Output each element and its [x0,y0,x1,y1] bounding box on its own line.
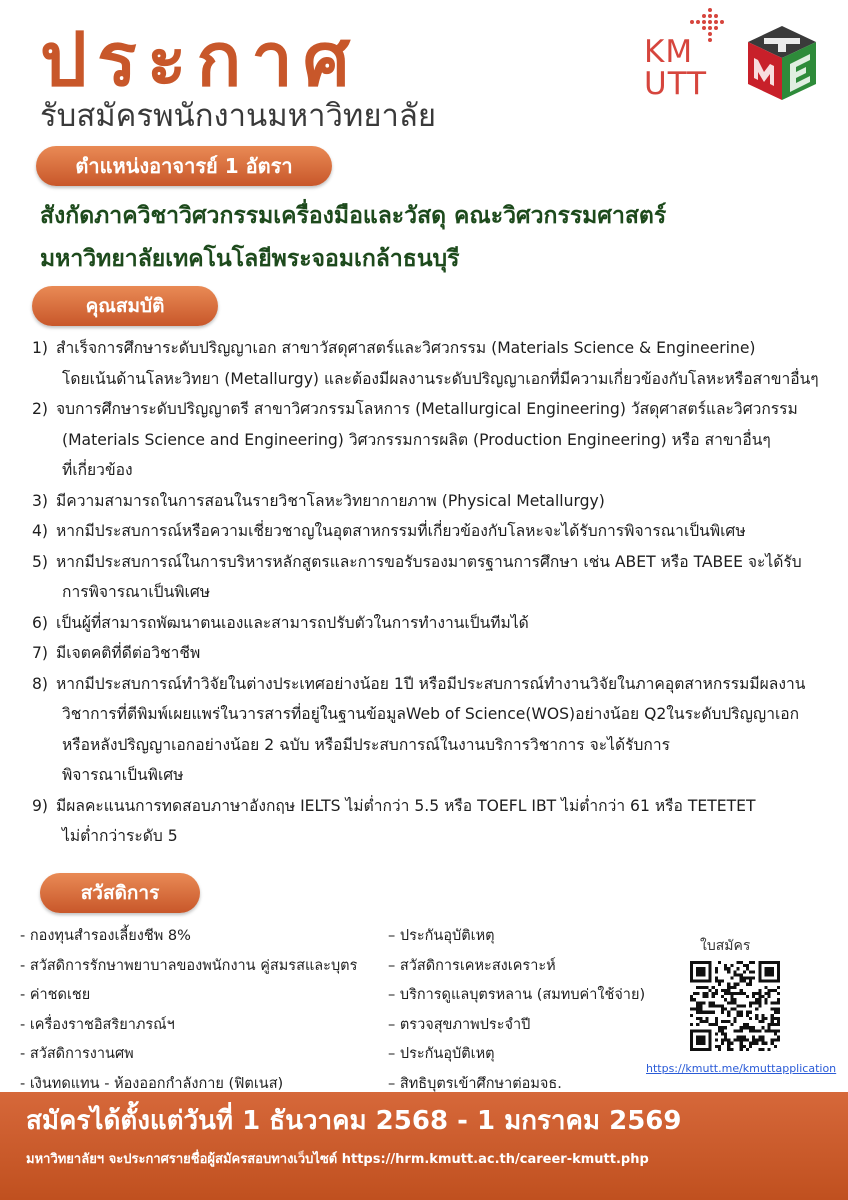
qualification-text: มีผลคะแนนการทดสอบภาษาอังกฤษ IELTS ไม่ต่ำกว่า 5.5 หรือ TOEFL IBT ไม่ต่ำกว่า 61 หรือ TETETET [56,796,756,815]
kmutt-logo-text: KM UTT [644,34,708,102]
qualification-text: เป็นผู้ที่สามารถพัฒนาตนเองและสามารถปรับตัวในการทำงานเป็นทีมได้ [56,613,529,632]
qualification-number: 7) [32,644,49,662]
qualification-text: การพิจารณาเป็นพิเศษ [62,583,211,601]
qualification-item [32,669,832,791]
qualification-text: ไม่ต่ำกว่าระดับ 5 [62,827,178,845]
qualification-text: ที่เกี่ยวข้อง [62,461,133,479]
qualification-item [32,547,832,608]
benefit-item: – สวัสดิการเคหะสงเคราะห์ [388,957,556,974]
footer-banner [0,1092,848,1200]
benefits-list-left [20,922,390,1099]
application-link[interactable]: https://kmutt.me/kmuttapplication [646,1062,837,1075]
qualification-number: 9) [32,796,49,815]
qr-code-icon[interactable] [690,961,780,1051]
qualification-number: 2) [32,400,49,418]
benefit-item: - เงินทดแทน - ห้องออกกำลังกาย (ฟิตเนส) [20,1075,284,1092]
department-line-1: สังกัดภาควิชาวิศวกรรมเครื่องมือและวัสดุ คณะวิศวกรรมศาสตร์ [40,203,667,229]
application-label: ใบสมัคร [700,938,751,954]
qualification-number: 5) [32,552,49,571]
qualification-item [32,394,832,486]
qualification-text: มีความสามารถในการสอนในรายวิชาโลหะวิทยากายภาพ (Physical Metallurgy) [56,491,605,510]
qualification-item [32,791,832,852]
application-period: สมัครได้ตั้งแต่วันที่ 1 ธันวาคม 2568 - 1 มกราคม 2569 [26,1106,682,1136]
qualification-number: 3) [32,491,49,510]
announcement-subtitle: รับสมัครพนักงานมหาวิทยาลัย [40,98,437,134]
qualification-text: โดยเน้นด้านโลหะวิทยา (Metallurgy) และต้องมีผลงานระดับปริญญาเอกที่มีความเกี่ยวข้องกับโลหะหรือสาขาอื่นๆ [62,369,819,388]
benefit-item: - สวัสดิการรักษาพยาบาลของพนักงาน คู่สมรสและบุตร [20,957,358,974]
qualification-item [32,486,832,517]
qualification-text: หากมีประสบการณ์ทำวิจัยในต่างประเทศอย่างน้อย 1ปี หรือมีประสบการณ์ทำงานวิจัยในภาคอุตสาหกรรมมีผลงาน [56,674,806,693]
qualification-number: 1) [32,339,49,357]
benefit-item: – ประกันอุบัติเหตุ [388,928,495,944]
benefit-item: – ประกันอุบัติเหตุ [388,1046,495,1062]
tme-logo [744,22,820,104]
qualification-number: 8) [32,674,49,693]
qualification-text: หากมีประสบการณ์หรือความเชี่ยวชาญในอุตสาหกรรมที่เกี่ยวข้องกับโลหะจะได้รับการพิจารณาเป็นพิเศษ [56,522,746,540]
qualification-text: มีเจตคติที่ดีต่อวิชาชีพ [56,644,201,662]
qualification-item [32,638,832,669]
qualifications-list [32,333,832,852]
qualification-item [32,608,832,639]
benefits-list-right [388,922,668,1099]
benefit-item: - เครื่องราชอิสริยาภรณ์ฯ [20,1016,175,1033]
qualification-text: สำเร็จการศึกษาระดับปริญญาเอก สาขาวัสดุศาสตร์และวิศวกรรม (Materials Science & Engineerine) [56,339,756,357]
qualification-text: (Materials Science and Engineering) วิศวกรรมการผลิต (Production Engineering) หรือ สาขาอื่นๆ [62,430,771,449]
benefits-heading: สวัสดิการ [40,873,200,913]
qualification-text: จบการศึกษาระดับปริญญาตรี สาขาวิศวกรรมโลหการ (Metallurgical Engineering) วัสดุศาสตร์และวิศวกรรม [56,400,798,418]
announcement-note: มหาวิทยาลัยฯ จะประกาศรายชื่อผู้สมัครสอบทางเว็บไซต์ https://hrm.kmutt.ac.th/career-kmutt.php [26,1152,649,1167]
qualification-number: 6) [32,613,49,632]
qualification-item [32,333,832,394]
benefit-item: – สิทธิบุตรเข้าศึกษาต่อมจธ. [388,1075,562,1092]
benefit-item: – ตรวจสุขภาพประจำปี [388,1016,531,1033]
qualification-text: วิชาการที่ตีพิมพ์เผยแพร่ในวารสารที่อยู่ในฐานข้อมูลWeb of Science(WOS)อย่างน้อย Q2ในระดับปริญญาเอก [62,705,800,723]
qualification-text: พิจารณาเป็นพิเศษ [62,766,184,784]
benefit-item: - กองทุนสำรองเลี้ยงชีพ 8% [20,928,191,944]
qualification-text: หากมีประสบการณ์ในการบริหารหลักสูตรและการขอรับรองมาตรฐานการศึกษา เช่น ABET หรือ TABEE จะได้รับ [56,552,802,571]
kmutt-logo [640,6,732,106]
benefit-item: - สวัสดิการงานศพ [20,1046,134,1062]
qualification-item [32,516,832,547]
qualification-number: 4) [32,522,49,540]
qualifications-heading: คุณสมบัติ [32,286,218,326]
benefit-item: - ค่าชดเชย [20,987,91,1003]
position-badge: ตำแหน่งอาจารย์ 1 อัตรา [36,146,332,186]
qualification-text: หรือหลังปริญญาเอกอย่างน้อย 2 ฉบับ หรือมีประสบการณ์ในงานบริการวิชาการ จะได้รับการ [62,735,670,754]
announcement-title: ประกาศ [40,17,360,103]
department-line-2: มหาวิทยาลัยเทคโนโลยีพระจอมเกล้าธนบุรี [40,246,460,272]
benefit-item: – บริการดูแลบุตรหลาน (สมทบค่าใช้จ่าย) [388,987,646,1003]
